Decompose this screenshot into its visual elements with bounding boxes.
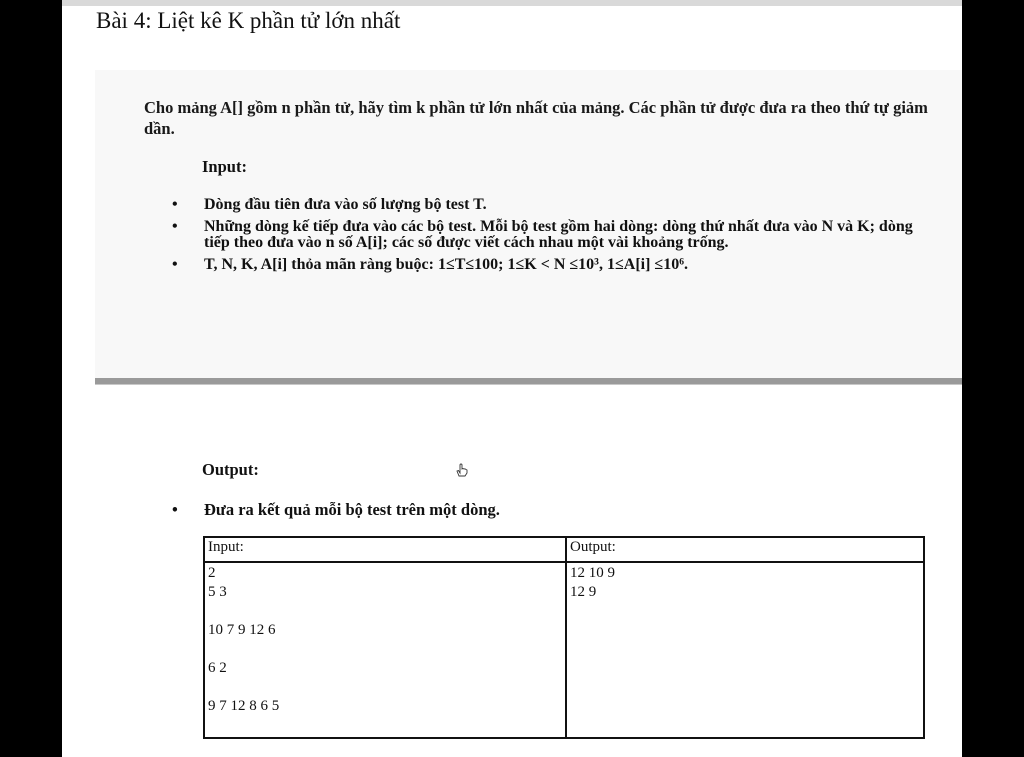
input-line: 10 7 9 12 6 — [208, 622, 276, 638]
problem-title: Bài 4: Liệt kê K phần tử lớn nhất — [96, 8, 401, 33]
example-table — [203, 536, 925, 739]
problem-description: Cho mảng A[] gồm n phần tử, hãy tìm k phần tử lớn nhất của mảng. Các phần tử được đưa ra theo thứ tự giảm dần. — [144, 98, 928, 138]
input-list — [172, 197, 932, 279]
output-heading: Output: — [202, 460, 259, 479]
document-page — [62, 0, 962, 757]
top-bar — [62, 0, 962, 6]
output-line: 12 9 — [570, 584, 597, 600]
output-list-item: • Đưa ra kết quả mỗi bộ test trên một dòng. — [172, 500, 904, 520]
input-line: 6 2 — [208, 660, 227, 676]
hand-pointer-icon — [454, 462, 470, 478]
example-input-cell — [204, 562, 566, 738]
list-item: • Những dòng kế tiếp đưa vào các bộ test. Mỗi bộ test gồm hai dòng: dòng thứ nhất đưa vào N và K; dòng tiếp theo đưa vào n số A[i]; các số được viết cách nhau một vài khoảng trống. — [172, 219, 932, 251]
divider — [95, 378, 962, 385]
example-output-header: Output: — [566, 537, 924, 562]
input-line: 2 — [208, 565, 216, 581]
output-line: 12 10 9 — [570, 565, 615, 581]
input-heading: Input: — [202, 157, 247, 176]
input-line: 5 3 — [208, 584, 227, 600]
input-line: 9 7 12 8 6 5 — [208, 698, 280, 714]
example-input-header: Input: — [204, 537, 566, 562]
list-item: • T, N, K, A[i] thỏa mãn ràng buộc: 1≤T≤100; 1≤K < N ≤10³, 1≤A[i] ≤10⁶. — [172, 257, 932, 273]
example-output-cell — [566, 562, 924, 738]
list-item: • Dòng đầu tiên đưa vào số lượng bộ test T. — [172, 197, 932, 213]
